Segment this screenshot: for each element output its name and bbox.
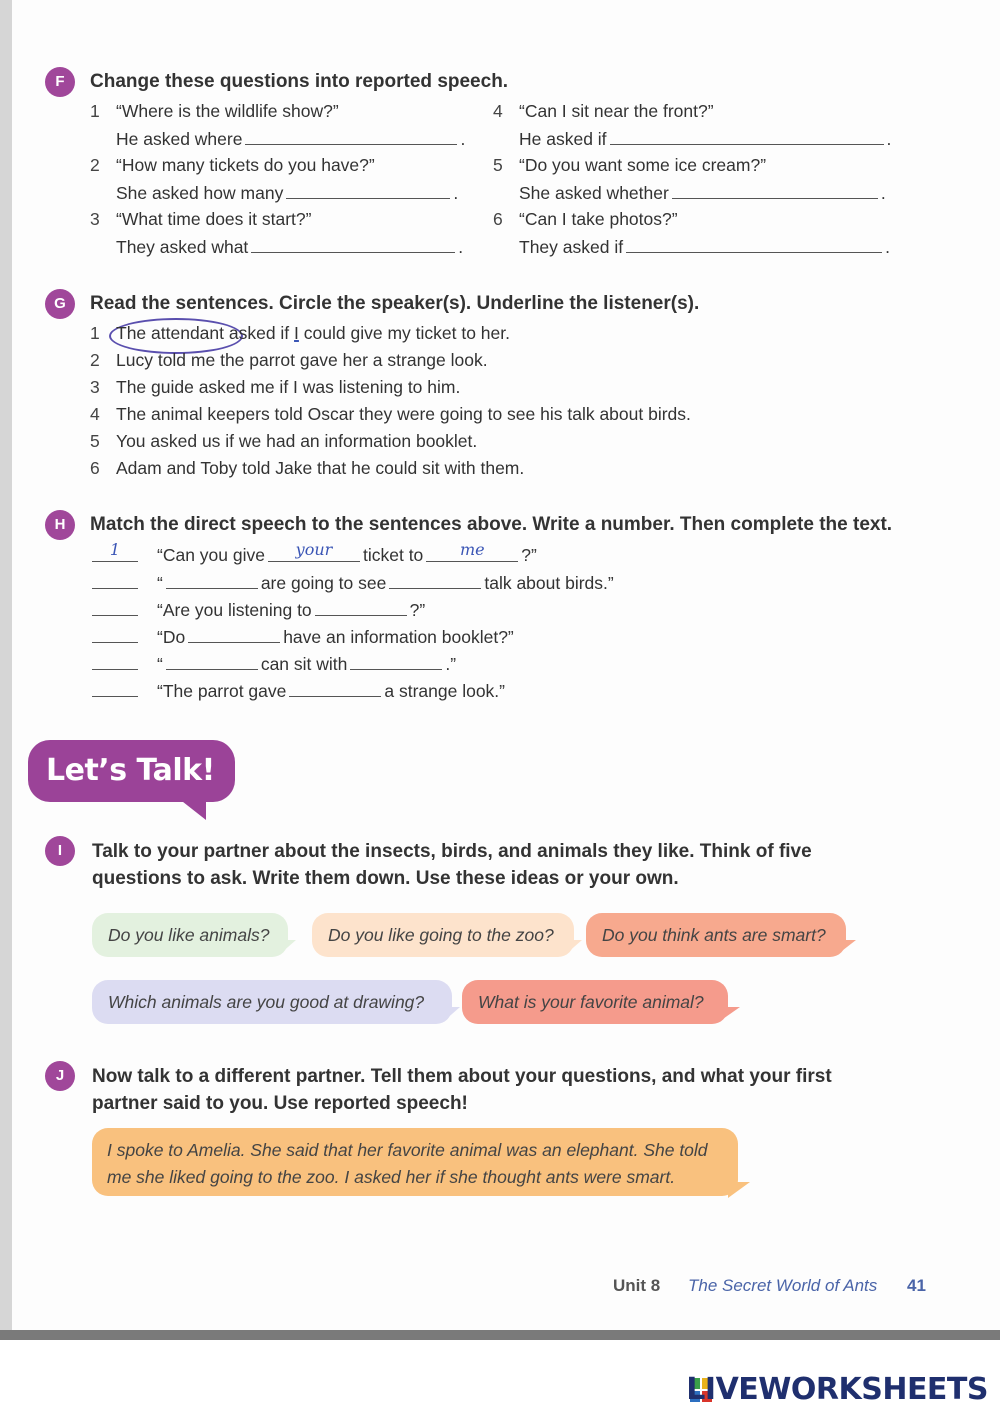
f-item-stem: She asked how many: [116, 183, 284, 203]
f-item-number: 6: [493, 209, 503, 229]
g-item-sentence: [116, 323, 510, 344]
section-h-badge: H: [45, 510, 75, 540]
idea-bubble: Do you like animals?: [92, 913, 288, 957]
f-item-number: 1: [90, 101, 100, 121]
f-item-stem: She asked whether: [519, 183, 669, 203]
h-text: ?”: [521, 545, 537, 565]
f-item-stem: He asked if: [519, 129, 607, 149]
section-j-heading-line2: partner said to you. Use reported speech!: [92, 1093, 468, 1114]
period: .: [880, 183, 886, 203]
section-i-badge: I: [45, 836, 75, 866]
section-g-heading: Read the sentences. Circle the speaker(s). Underline the listener(s).: [90, 293, 700, 314]
g-item-number: 5: [90, 431, 100, 451]
h-fill-answer: me: [459, 540, 485, 559]
h-number-blank[interactable]: [92, 680, 138, 697]
f-answer-blank[interactable]: [286, 182, 450, 199]
h-number-blank-row: [92, 653, 138, 675]
h-fill-answer: your: [295, 540, 333, 559]
f-item-question: “Where is the wildlife show?”: [116, 101, 339, 121]
h-fill-blank[interactable]: [389, 572, 481, 589]
bubble-tail: [566, 940, 582, 954]
section-j-heading-line1: Now talk to a different partner. Tell them about your questions, and what your first: [92, 1066, 832, 1087]
example-line-1: I spoke to Amelia. She said that her favorite animal was an elephant. She told: [107, 1140, 708, 1160]
bubble-tail: [444, 1007, 460, 1021]
example-line-2: me she liked going to the zoo. I asked her if she thought ants were smart.: [107, 1167, 676, 1187]
h-number-blank-row: [92, 680, 138, 702]
g-item-sentence[interactable]: You asked us if we had an information booklet.: [116, 431, 478, 451]
h-text: .”: [445, 654, 457, 674]
f-item-number: 4: [493, 101, 503, 121]
g-speaker[interactable]: The attendant: [116, 323, 224, 343]
idea-bubble: Which animals are you good at drawing?: [92, 980, 452, 1024]
h-number-blank[interactable]: [92, 599, 138, 616]
h-fill-blank[interactable]: [350, 653, 442, 670]
h-speech-6: [157, 680, 505, 702]
f-item-answer-line: [519, 236, 890, 258]
bubble-tail: [838, 940, 856, 954]
f-answer-blank[interactable]: [251, 236, 455, 253]
bubble-tail: [280, 940, 296, 954]
f-item-question: “What time does it start?”: [116, 209, 312, 229]
h-text: talk about birds.”: [484, 573, 614, 593]
h-fill-blank[interactable]: [426, 540, 518, 562]
h-text: “Do: [157, 627, 186, 647]
h-speech-3: [157, 599, 425, 621]
g-text: asked if: [224, 323, 295, 343]
banner-tail: [178, 798, 206, 820]
h-fill-blank[interactable]: [166, 572, 258, 589]
g-listener[interactable]: I: [294, 323, 299, 343]
f-item-question: “How many tickets do you have?”: [116, 155, 375, 175]
h-text: “Can you give: [157, 545, 265, 565]
h-number-blank[interactable]: [92, 540, 138, 562]
f-item-answer-line: [519, 128, 891, 150]
h-number-answer: 1: [109, 540, 121, 559]
h-fill-blank[interactable]: [188, 626, 280, 643]
f-item-question: “Can I take photos?”: [519, 209, 678, 229]
h-speech-1: [157, 540, 537, 566]
lets-talk-banner: Let’s Talk!: [28, 740, 235, 802]
h-text: “The parrot gave: [157, 681, 287, 701]
f-item-stem: They asked if: [519, 237, 624, 257]
f-item-question: “Do you want some ice cream?”: [519, 155, 767, 175]
h-text: can sit with: [260, 654, 348, 674]
g-item-number: 1: [90, 323, 100, 343]
section-i-heading-line1: Talk to your partner about the insects, birds, and animals they like. Think of five: [92, 841, 812, 862]
f-item-number: 2: [90, 155, 100, 175]
g-item-number: 6: [90, 458, 100, 478]
scan-edge: [0, 0, 12, 1330]
f-item-answer-line: [116, 236, 463, 258]
h-text: “Are you listening to: [157, 600, 312, 620]
h-text: have an information booklet?”: [283, 627, 514, 647]
period: .: [885, 237, 890, 257]
g-text: could give my ticket to her.: [298, 323, 510, 343]
bubble-tail: [728, 1182, 750, 1198]
section-j-badge: J: [45, 1061, 75, 1091]
h-line-1: [92, 540, 138, 566]
h-number-blank-row: [92, 572, 138, 594]
period: .: [453, 183, 459, 203]
f-item-stem: They asked what: [116, 237, 249, 257]
bubble-tail: [720, 1007, 740, 1021]
section-i-heading-line2: questions to ask. Write them down. Use these ideas or your own.: [92, 868, 679, 889]
h-number-blank[interactable]: [92, 572, 138, 589]
h-speech-4: [157, 626, 514, 648]
f-answer-blank[interactable]: [672, 182, 878, 199]
f-item-answer-line: [519, 182, 886, 204]
g-item-sentence[interactable]: Adam and Toby told Jake that he could sit with them.: [116, 458, 525, 478]
footer-title: The Secret World of Ants: [688, 1276, 878, 1295]
section-g-badge: G: [45, 289, 75, 319]
period: .: [458, 237, 464, 257]
section-f-badge: F: [45, 67, 75, 97]
h-text: “: [157, 573, 163, 593]
h-number-blank[interactable]: [92, 626, 138, 643]
g-item-number: 2: [90, 350, 100, 370]
page-number: 41: [907, 1276, 926, 1295]
section-h-heading: Match the direct speech to the sentences above. Write a number. Then complete the text.: [90, 514, 893, 535]
h-speech-2: [157, 572, 614, 594]
h-text: ticket to: [362, 545, 424, 565]
period: .: [460, 129, 466, 149]
section-f-heading: Change these questions into reported speech.: [90, 71, 509, 92]
h-text: a strange look.”: [384, 681, 505, 701]
h-fill-blank[interactable]: [315, 599, 407, 616]
f-answer-blank[interactable]: [610, 128, 884, 145]
h-number-blank-row: [92, 626, 138, 648]
h-text: are going to see: [260, 573, 387, 593]
h-text: “: [157, 654, 163, 674]
f-item-answer-line: [116, 182, 458, 204]
footer-unit: Unit 8: [613, 1276, 661, 1295]
liveworksheets-watermark: LIVEWORKSHEETS: [686, 1372, 988, 1407]
g-item-number: 3: [90, 377, 100, 397]
h-fill-blank[interactable]: [166, 653, 258, 670]
idea-bubble: Do you think ants are smart?: [586, 913, 846, 957]
h-fill-blank[interactable]: [268, 540, 360, 562]
idea-bubble: Do you like going to the zoo?: [312, 913, 574, 957]
h-text: ?”: [409, 600, 426, 620]
g-item-sentence[interactable]: Lucy told me the parrot gave her a strange look.: [116, 350, 488, 370]
f-item-question: “Can I sit near the front?”: [519, 101, 714, 121]
f-item-number: 3: [90, 209, 100, 229]
f-answer-blank[interactable]: [245, 128, 457, 145]
period: .: [886, 129, 892, 149]
idea-bubble: What is your favorite animal?: [462, 980, 728, 1024]
g-item-number: 4: [90, 404, 100, 424]
g-item-sentence[interactable]: The guide asked me if I was listening to him.: [116, 377, 461, 397]
f-item-stem: He asked where: [116, 129, 243, 149]
h-speech-5: [157, 653, 456, 675]
h-fill-blank[interactable]: [289, 680, 381, 697]
f-item-number: 5: [493, 155, 503, 175]
f-item-answer-line: [116, 128, 465, 150]
g-item-sentence[interactable]: The animal keepers told Oscar they were going to see his talk about birds.: [116, 404, 691, 424]
h-number-blank-row: [92, 599, 138, 621]
f-answer-blank[interactable]: [626, 236, 882, 253]
h-number-blank[interactable]: [92, 653, 138, 670]
